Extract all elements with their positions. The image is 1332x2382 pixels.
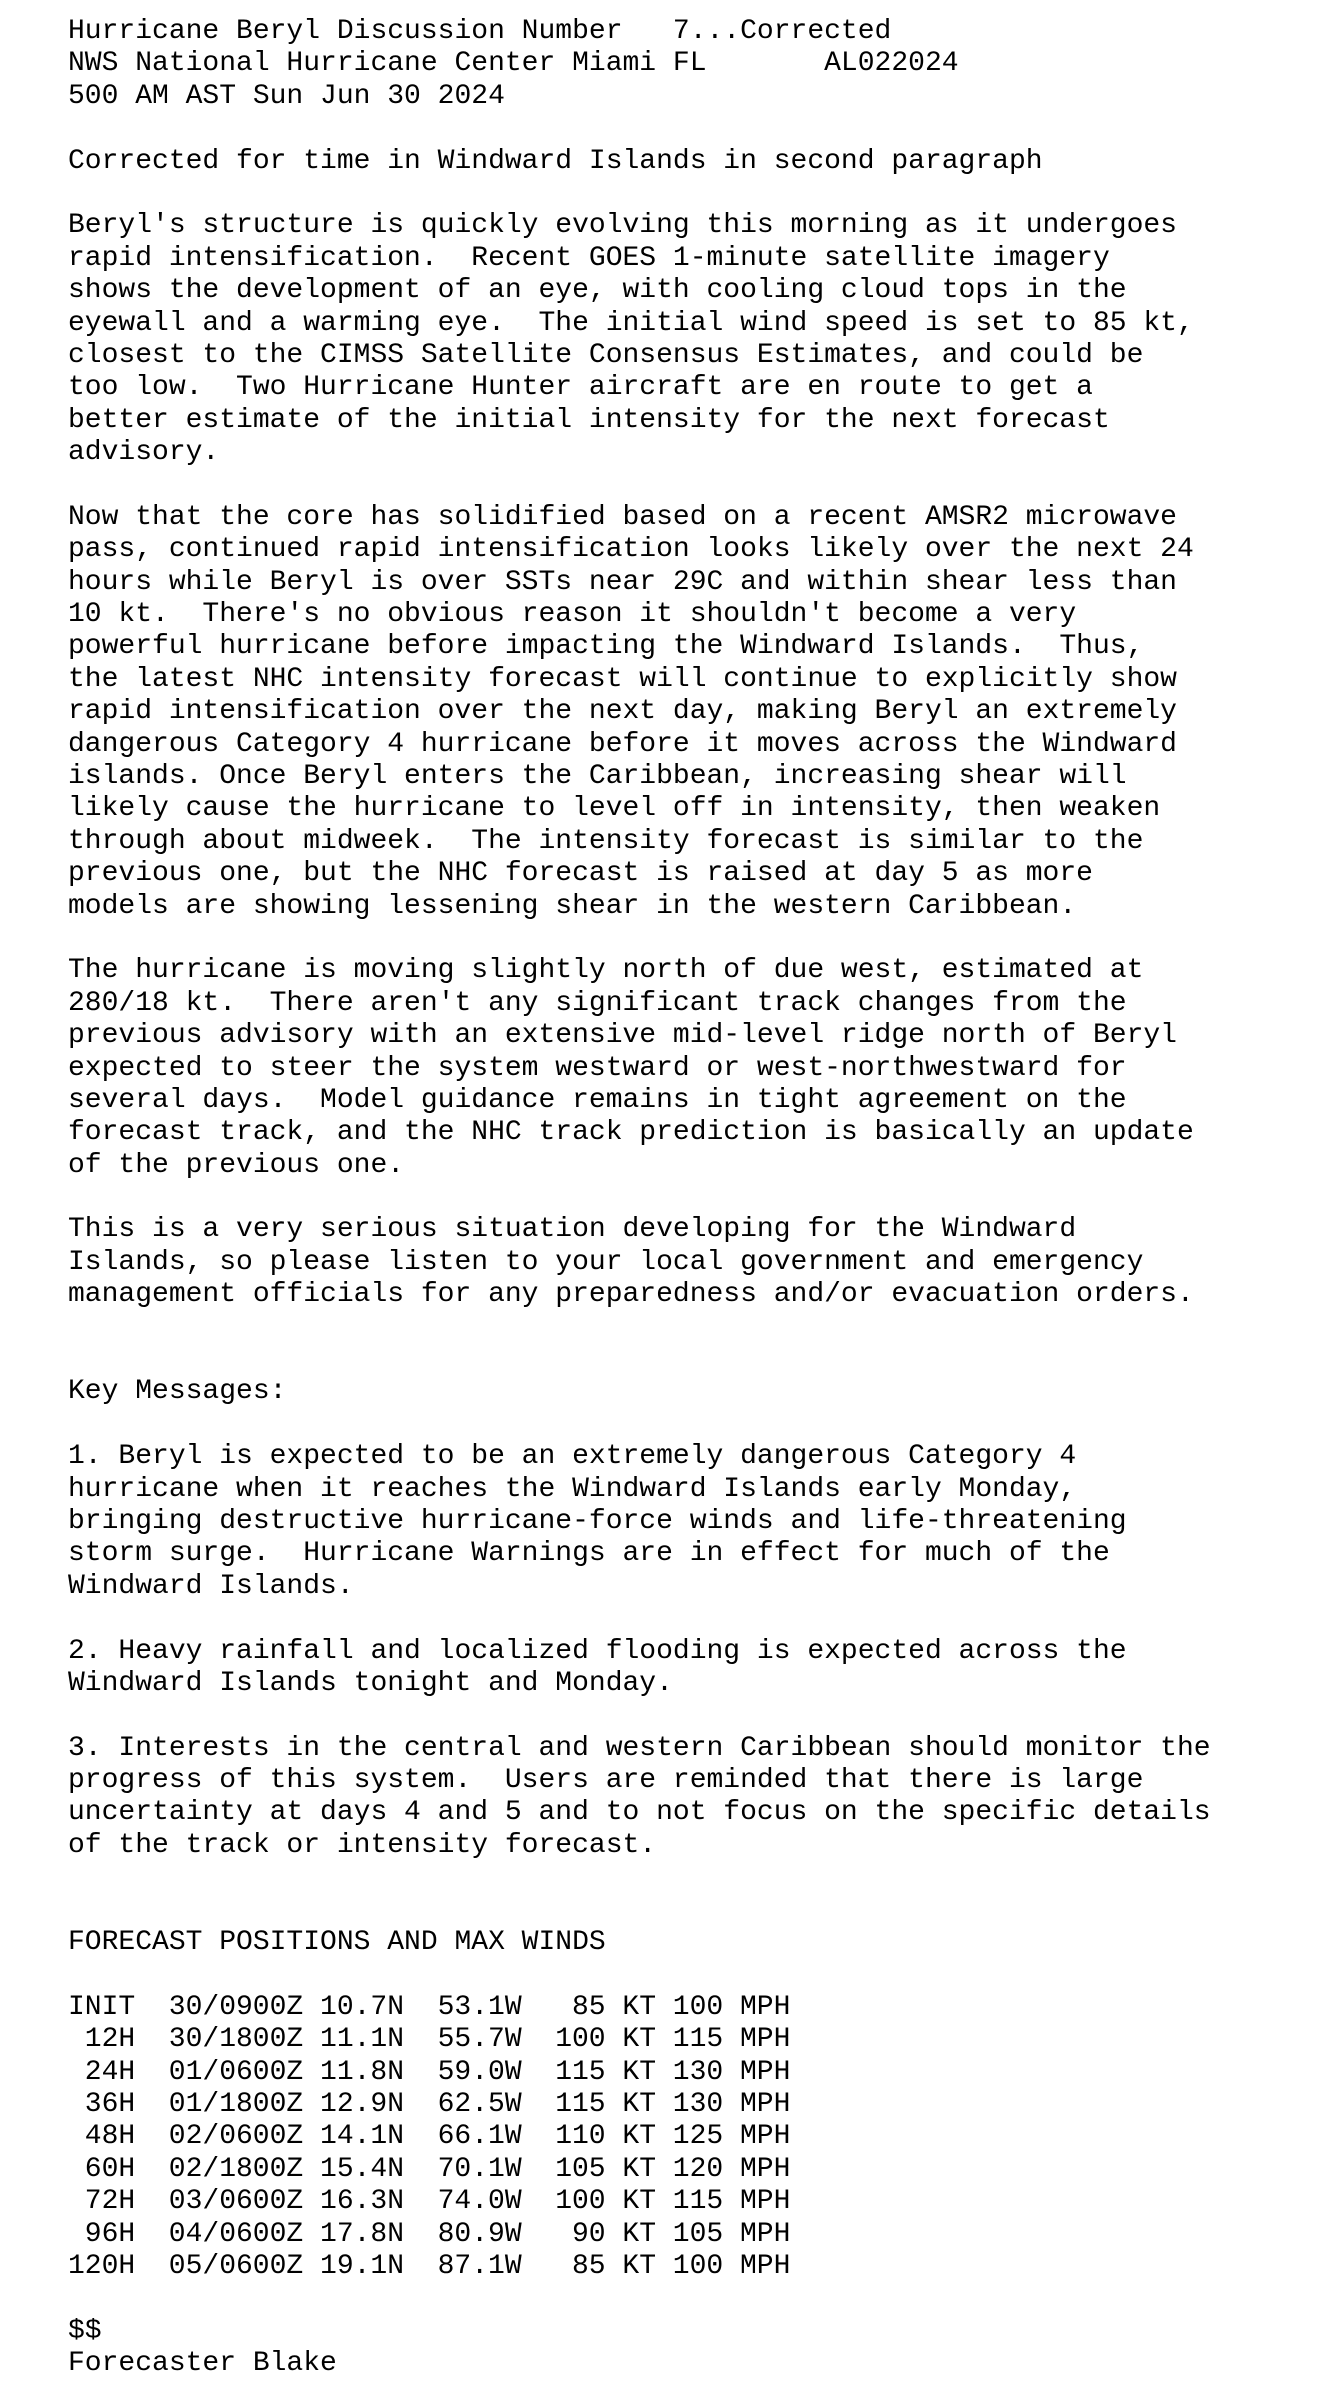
discussion-document — [68, 16, 1211, 2381]
paragraph-line: better estimate of the initial intensity for the next forecast — [68, 404, 1110, 436]
forecast-lat: 11.8N — [320, 2056, 405, 2088]
forecast-mph: 115 — [672, 2186, 724, 2218]
kt-unit: KT — [622, 2056, 657, 2088]
paragraph-line: likely cause the hurricane to level off in intensity, then weaken — [68, 793, 1161, 825]
kt-unit: KT — [622, 2250, 657, 2282]
paragraph-line: advisory. — [68, 437, 220, 469]
paragraph-line: shows the development of an eye, with cooling cloud tops in the — [68, 275, 1127, 307]
paragraph-line: through about midweek. The intensity forecast is similar to the — [68, 825, 1144, 857]
kt-unit: KT — [622, 2024, 657, 2056]
key-messages-heading: Key Messages: — [68, 1376, 287, 1408]
forecast-time: 03/0600Z — [168, 2186, 304, 2218]
mph-unit: MPH — [740, 2250, 791, 2282]
paragraph-line: hours while Beryl is over SSTs near 29C and within shear less than — [68, 566, 1177, 598]
kt-unit: KT — [622, 2153, 657, 2185]
forecast-lon: 80.9W — [437, 2218, 522, 2250]
mph-unit: MPH — [740, 2089, 791, 2120]
forecast-mph: 125 — [672, 2121, 724, 2153]
forecast-lat: 16.3N — [320, 2186, 405, 2218]
issuing-office: NWS National Hurricane Center Miami FL AL022024 — [68, 48, 959, 80]
paragraph-line: eyewall and a warming eye. The initial wind speed is set to 85 kt, — [68, 307, 1194, 339]
key-message-line: Windward Islands tonight and Monday. — [68, 1667, 673, 1699]
forecast-time: 02/0600Z — [168, 2121, 304, 2153]
paragraph-line: pass, continued rapid intensification looks likely over the next 24 — [68, 534, 1194, 566]
forecast-kt: 115 — [555, 2089, 606, 2120]
kt-unit: KT — [622, 2218, 657, 2250]
forecast-kt: 90 — [572, 2218, 606, 2250]
blank-line — [68, 469, 1211, 501]
forecast-kt: 115 — [555, 2056, 606, 2088]
paragraph-line: Beryl's structure is quickly evolving this morning as it undergoes — [68, 210, 1177, 242]
forecast-kt: 110 — [555, 2121, 606, 2153]
forecast-row — [68, 2251, 1211, 2283]
paragraph-line: models are showing lessening shear in the western Caribbean. — [68, 890, 1077, 922]
paragraph-line: too low. Two Hurricane Hunter aircraft are en route to get a — [68, 372, 1093, 404]
forecast-row — [68, 1992, 1211, 2024]
mph-unit: MPH — [740, 2121, 791, 2153]
mph-unit: MPH — [740, 2218, 791, 2250]
paragraph-line: rapid intensification. Recent GOES 1-minute satellite imagery — [68, 242, 1110, 274]
forecast-lat: 12.9N — [320, 2089, 405, 2120]
forecast-hour: 12H — [84, 2024, 136, 2056]
mph-unit: MPH — [740, 2186, 791, 2218]
forecast-row — [68, 2154, 1211, 2186]
forecast-kt: 85 — [572, 1991, 606, 2023]
forecast-hour: 72H — [84, 2186, 136, 2218]
paragraph-line: 10 kt. There's no obvious reason it shouldn't become a very — [68, 599, 1077, 631]
paragraph-line: dangerous Category 4 hurricane before it moves across the Windward — [68, 728, 1177, 760]
blank-line — [68, 1344, 1211, 1376]
paragraph-line: several days. Model guidance remains in tight agreement on the — [68, 1084, 1127, 1116]
forecast-hour: 24H — [84, 2056, 136, 2088]
forecast-lat: 14.1N — [320, 2121, 405, 2153]
forecast-lon: 74.0W — [437, 2186, 522, 2218]
end-marker: $$ — [68, 2315, 102, 2347]
forecast-mph: 115 — [672, 2024, 724, 2056]
paragraph-line: Now that the core has solidified based on a recent AMSR2 microwave — [68, 501, 1177, 533]
forecast-heading: FORECAST POSITIONS AND MAX WINDS — [68, 1927, 606, 1959]
paragraph-line: 280/18 kt. There aren't any significant track changes from the — [68, 987, 1127, 1019]
forecast-mph: 130 — [672, 2089, 724, 2120]
forecast-mph: 100 — [672, 2250, 724, 2282]
forecast-hour: 96H — [84, 2218, 136, 2250]
forecast-lat: 11.1N — [320, 2024, 405, 2056]
forecast-lat: 15.4N — [320, 2153, 405, 2185]
key-message-line: 2. Heavy rainfall and localized flooding is expected across the — [68, 1635, 1127, 1667]
mph-unit: MPH — [740, 2056, 791, 2088]
forecast-row — [68, 2219, 1211, 2251]
kt-unit: KT — [622, 2089, 657, 2120]
paragraph-line: expected to steer the system westward or west-northwestward for — [68, 1052, 1127, 1084]
forecast-kt: 85 — [572, 2250, 606, 2282]
key-message-line: 1. Beryl is expected to be an extremely dangerous Category 4 — [68, 1441, 1077, 1473]
key-message-line: 3. Interests in the central and western Caribbean should monitor the — [68, 1732, 1211, 1764]
paragraph-line: Islands, so please listen to your local government and emergency — [68, 1246, 1144, 1278]
forecast-row — [68, 2024, 1211, 2056]
blank-line — [68, 113, 1211, 145]
forecast-row — [68, 2186, 1211, 2218]
forecast-mph: 120 — [672, 2153, 724, 2185]
paragraph-line: powerful hurricane before impacting the Windward Islands. Thus, — [68, 631, 1144, 663]
kt-unit: KT — [622, 2121, 657, 2153]
key-message-line: storm surge. Hurricane Warnings are in effect for much of the — [68, 1538, 1110, 1570]
issue-time: 500 AM AST Sun Jun 30 2024 — [68, 80, 505, 112]
forecast-time: 30/0900Z — [168, 1991, 304, 2023]
forecast-time: 01/1800Z — [168, 2089, 304, 2120]
blank-line — [68, 1312, 1211, 1344]
forecast-mph: 100 — [672, 1991, 724, 2023]
forecast-row — [68, 2057, 1211, 2089]
paragraph-line: This is a very serious situation developing for the Windward — [68, 1214, 1077, 1246]
forecast-lon: 87.1W — [437, 2250, 522, 2282]
blank-line — [68, 1182, 1211, 1214]
blank-line — [68, 1700, 1211, 1732]
forecast-hour: INIT — [68, 1991, 136, 2023]
paragraph-line: rapid intensification over the next day, making Beryl an extremely — [68, 696, 1177, 728]
paragraph-line: closest to the CIMSS Satellite Consensus Estimates, and could be — [68, 339, 1144, 371]
forecast-hour: 120H — [68, 2250, 136, 2282]
paragraph-line: previous one, but the NHC forecast is raised at day 5 as more — [68, 858, 1093, 890]
blank-line — [68, 923, 1211, 955]
blank-line — [68, 1959, 1211, 1991]
forecast-lon: 70.1W — [437, 2153, 522, 2185]
forecast-row — [68, 2089, 1211, 2121]
paragraph-line: islands. Once Beryl enters the Caribbean, increasing shear will — [68, 760, 1127, 792]
key-message-line: bringing destructive hurricane-force winds and life-threatening — [68, 1505, 1127, 1537]
forecast-time: 01/0600Z — [168, 2056, 304, 2088]
forecast-lon: 59.0W — [437, 2056, 522, 2088]
mph-unit: MPH — [740, 2153, 791, 2185]
forecast-hour: 60H — [84, 2153, 136, 2185]
forecast-lat: 17.8N — [320, 2218, 405, 2250]
forecast-lon: 62.5W — [437, 2089, 522, 2120]
paragraph-line: The hurricane is moving slightly north of due west, estimated at — [68, 955, 1144, 987]
forecast-kt: 105 — [555, 2153, 606, 2185]
mph-unit: MPH — [740, 2024, 791, 2056]
key-message-line: of the track or intensity forecast. — [68, 1829, 657, 1861]
kt-unit: KT — [622, 1991, 657, 2023]
forecast-mph: 105 — [672, 2218, 724, 2250]
blank-line — [68, 1603, 1211, 1635]
forecast-lat: 10.7N — [320, 1991, 405, 2023]
forecast-kt: 100 — [555, 2024, 606, 2056]
forecast-hour: 36H — [84, 2089, 136, 2120]
forecast-time: 02/1800Z — [168, 2153, 304, 2185]
blank-line — [68, 1409, 1211, 1441]
paragraph-line: forecast track, and the NHC track prediction is basically an update — [68, 1117, 1194, 1149]
key-message-line: uncertainty at days 4 and 5 and to not focus on the specific details — [68, 1797, 1211, 1829]
blank-line — [68, 1862, 1211, 1894]
discussion-title: Hurricane Beryl Discussion Number 7...Corrected — [68, 16, 892, 47]
blank-line — [68, 2283, 1211, 2315]
forecast-lat: 19.1N — [320, 2250, 405, 2282]
blank-line — [68, 1895, 1211, 1927]
forecaster-name: Forecaster Blake — [68, 2348, 337, 2380]
forecast-lon: 55.7W — [437, 2024, 522, 2056]
key-message-line: hurricane when it reaches the Windward Islands early Monday, — [68, 1473, 1077, 1505]
paragraph-line: management officials for any preparedness and/or evacuation orders. — [68, 1279, 1194, 1311]
mph-unit: MPH — [740, 1991, 791, 2023]
forecast-lon: 66.1W — [437, 2121, 522, 2153]
forecast-time: 05/0600Z — [168, 2250, 304, 2282]
key-message-line: progress of this system. Users are reminded that there is large — [68, 1765, 1144, 1797]
blank-line — [68, 178, 1211, 210]
forecast-mph: 130 — [672, 2056, 724, 2088]
kt-unit: KT — [622, 2186, 657, 2218]
paragraph-line: the latest NHC intensity forecast will continue to explicitly show — [68, 663, 1177, 695]
forecast-hour: 48H — [84, 2121, 136, 2153]
forecast-row — [68, 2121, 1211, 2153]
paragraph-line: previous advisory with an extensive mid-level ridge north of Beryl — [68, 1020, 1177, 1052]
key-message-line: Windward Islands. — [68, 1570, 354, 1602]
forecast-lon: 53.1W — [437, 1991, 522, 2023]
forecast-kt: 100 — [555, 2186, 606, 2218]
forecast-time: 04/0600Z — [168, 2218, 304, 2250]
paragraph-line: of the previous one. — [68, 1149, 405, 1181]
correction-note: Corrected for time in Windward Islands in second paragraph — [68, 145, 1043, 177]
forecast-time: 30/1800Z — [168, 2024, 304, 2056]
